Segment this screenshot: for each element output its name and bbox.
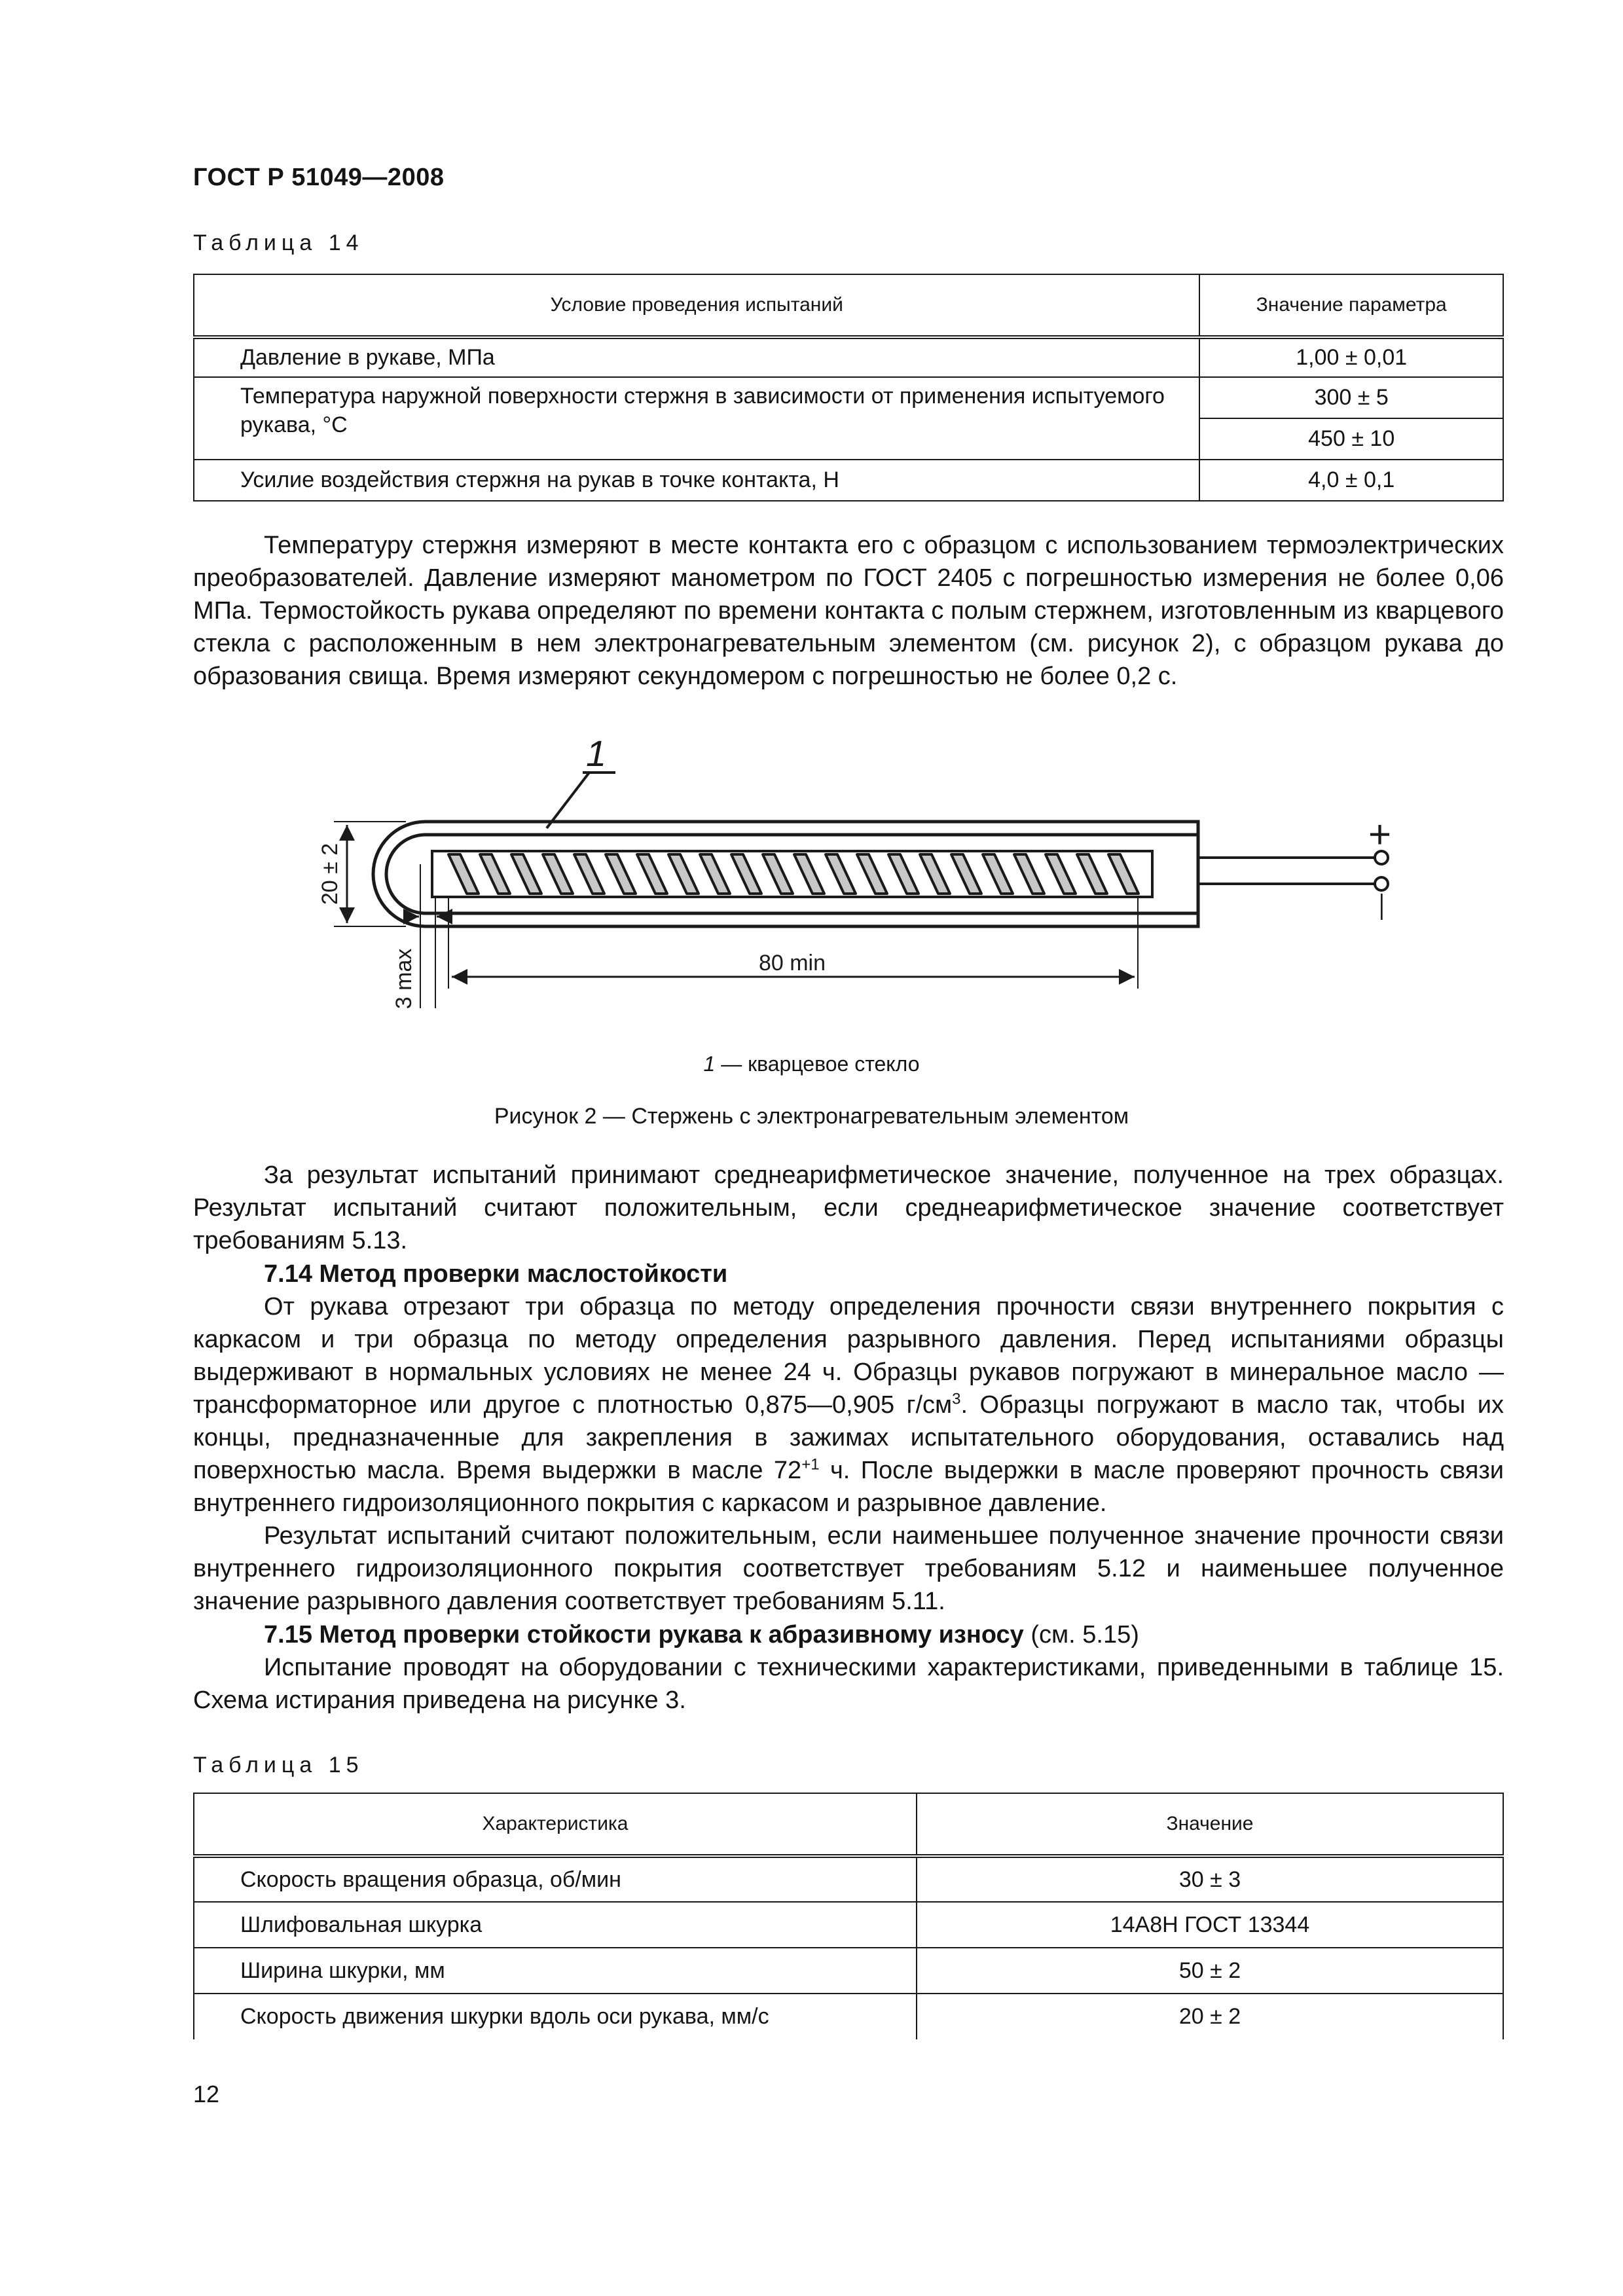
table-15-row-label: Скорость движения шкурки вдоль оси рукава, мм/с <box>194 1994 917 2039</box>
coil-turn <box>448 854 479 894</box>
coil-turn <box>668 854 699 894</box>
coil-turn <box>511 854 541 894</box>
table-14-row-value: 300 ± 5 <box>1199 377 1503 418</box>
coil-turn <box>1014 854 1044 894</box>
terminal-bottom <box>1375 877 1388 890</box>
section-7-14-heading <box>264 1258 727 1290</box>
coil-turn <box>606 854 636 894</box>
table-15-caption: Таблица 15 <box>193 1753 364 1777</box>
coil-turn <box>794 854 824 894</box>
heating-coil <box>448 854 1139 894</box>
table-14 <box>193 274 1504 501</box>
table-15-row-value: 20 ± 2 <box>917 1994 1503 2039</box>
section-7-14-title: 7.14 Метод проверки маслостойкости <box>264 1260 728 1288</box>
coil-turn <box>543 854 573 894</box>
coil-turn <box>888 854 919 894</box>
coil-turn <box>637 854 667 894</box>
coil-turn <box>1108 854 1139 894</box>
paragraph-rod-temperature: Температуру стержня измеряют в месте контакта его с образцом с использованием термоэлектрических преобразователей. Давление измеряют манометром по ГОСТ 2405 с погрешностью измерения не более 0,06 МПа. Термостойкость рукава определяют по времени контакта с полым стержнем, изготовленным из кварцевого стекла с расположенным в нем электронагревательным элементом (см. рисунок 2), с образцом рукава до образования свища. Время измеряют секундомером с погрешностью не более 0,2 с. <box>193 532 1504 690</box>
table-14-row-label: Усилие воздействия стержня на рукав в точке контакта, Н <box>194 460 1199 501</box>
coil-turn <box>983 854 1013 894</box>
p3-sup-1: 3 <box>952 1390 961 1408</box>
coil-turn <box>763 854 793 894</box>
coil-turn <box>951 854 981 894</box>
minus-sign: — <box>1369 894 1398 920</box>
paragraph-abrasion-test: Испытание проводят на оборудовании с техническими характеристиками, приведенными в таблице 15. Схема истирания приведена на рисунке 3. <box>193 1654 1504 1714</box>
p3-text-c: ч. После выдержки в масле проверяют прочность связи внутреннего гидроизоляционного покрытия с каркасом и разрывное давление. <box>193 1457 1504 1517</box>
table-15-row-label: Скорость вращения образца, об/мин <box>194 1856 917 1902</box>
p3-text-a: От рукава отрезают три образца по методу определения прочности связи внутреннего покрытия с каркасом и три образца по методу определения разрывного давления. Перед испытаниями образцы выдерживают в нормальных условиях не менее 24 ч. Образцы рукавов погружают в минеральное масло — трансформаторное или другое с плотностью 0,875—0,905 г/см <box>193 1293 1504 1419</box>
coil-turn <box>920 854 950 894</box>
coil-turn <box>700 854 730 894</box>
table-14-header-value: Значение параметра <box>1199 274 1503 337</box>
table-14-row-value: 450 ± 10 <box>1199 418 1503 460</box>
paragraph-test-result: За результат испытаний принимают среднеарифметическое значение, полученное на трех образцах. Результат испытаний считают положительным, если среднеарифметическое значение соответствует требованиям 5.13. <box>193 1161 1504 1254</box>
plus-sign: + <box>1368 812 1392 856</box>
table-14-row-value: 4,0 ± 0,1 <box>1199 460 1503 501</box>
callout-number: 1 <box>586 733 607 774</box>
document-header: ГОСТ Р 51049—2008 <box>193 164 445 191</box>
table-15-row-value: 30 ± 3 <box>917 1856 1503 1902</box>
table-15-row-value: 50 ± 2 <box>917 1948 1503 1994</box>
figure-2-diagram <box>275 720 1427 1048</box>
page-number: 12 <box>193 2081 220 2107</box>
callout-leader <box>547 773 589 828</box>
figure-2-caption: Рисунок 2 — Стержень с электронагревательным элементом <box>494 1104 1129 1129</box>
coil-turn <box>480 854 510 894</box>
table-14-caption: Таблица 14 <box>193 230 364 255</box>
coil-turn <box>1077 854 1107 894</box>
table-15-row-label: Шлифовальная шкурка <box>194 1902 917 1948</box>
table-15-header-characteristic: Характеристика <box>194 1793 917 1856</box>
paragraph-oil-samples <box>193 1290 1504 1520</box>
table-14-row-label-text: Температура наружной поверхности стержня в зависимости от применения испытуемого рукава, °С <box>240 384 1165 437</box>
p3-sup-2: +1 <box>801 1455 820 1474</box>
table-14-header-condition: Условие проведения испытаний <box>194 274 1199 337</box>
table-14-row-label <box>194 377 1199 460</box>
table-15 <box>193 1793 1504 2039</box>
coil-turn <box>857 854 887 894</box>
section-7-15-title: 7.15 Метод проверки стойкости рукава к абразивному износу <box>264 1621 1024 1649</box>
table-14-row-label: Давление в рукаве, МПа <box>194 337 1199 377</box>
legend-text: — кварцевое стекло <box>715 1052 920 1076</box>
table-15-header-value: Значение <box>917 1793 1503 1856</box>
section-7-15-heading <box>264 1618 1139 1651</box>
p3-text-b: . Образцы погружают в масло так, чтобы их концы, предназначенные для закрепления в зажимах испытательного оборудования, оставались над поверхностью масла. Время выдержки в масле 72 <box>193 1391 1504 1484</box>
table-15-row-value: 14А8Н ГОСТ 13344 <box>917 1902 1503 1948</box>
table-15-row-label: Ширина шкурки, мм <box>194 1948 917 1994</box>
coil-turn <box>1046 854 1076 894</box>
figure-2-legend <box>0 1052 1623 1076</box>
dim-gap-label: 3 max <box>392 948 416 1010</box>
coil-turn <box>574 854 604 894</box>
legend-number: 1 <box>703 1052 716 1076</box>
dim-length-label: 80 min <box>758 951 826 975</box>
coil-turn <box>731 854 761 894</box>
table-14-row-value: 1,00 ± 0,01 <box>1199 337 1503 377</box>
dim-diameter-label: 20 ± 2 <box>318 843 342 905</box>
section-7-15-ref: (см. 5.15) <box>1023 1621 1139 1649</box>
coil-turn <box>826 854 856 894</box>
paragraph-oil-result: Результат испытаний считают положительным, если наименьшее полученное значение прочности связи внутреннего гидроизоляционного покрытия соответствует требованиям 5.12 и наименьшее полученное значение разрывного давления соответствует требованиям 5.11. <box>193 1522 1504 1615</box>
